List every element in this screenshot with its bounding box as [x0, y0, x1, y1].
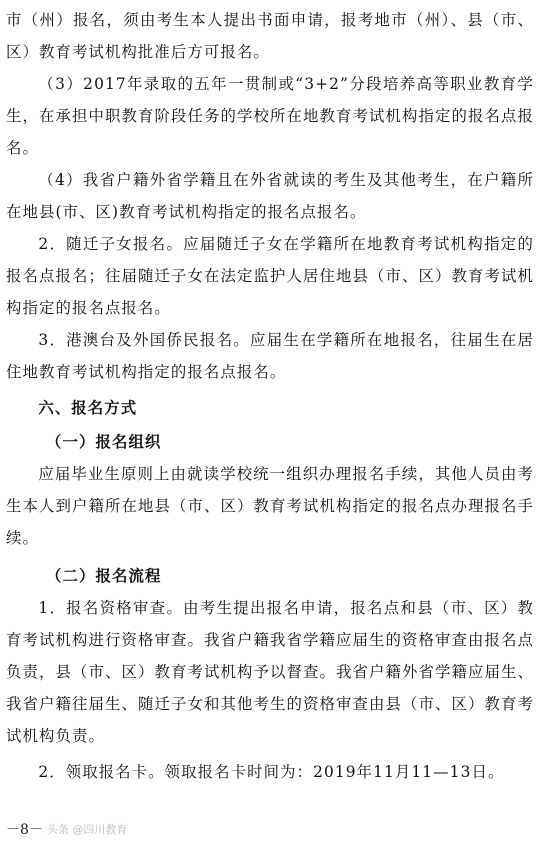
page-number: －8－	[6, 822, 43, 838]
watermark-text: 头条 @四川教育	[46, 823, 128, 836]
paragraph-continuation: 市（州）报名，须由考生本人提出书面申请，报考地市（州）、县（市、区）教育考试机构批准后方可报名。	[6, 11, 534, 61]
paragraph-organization: 应届毕业生原则上由就读学校统一组织办理报名手续，其他人员由考生本人到户籍所在地县（市、区）教育考试机构指定的报名点办理报名手续。	[6, 465, 534, 547]
paragraph-hk-macao-taiwan: 3．港澳台及外国侨民报名。应届生在学籍所在地报名，往届生在居住地教育考试机构指定的报名点报名。	[6, 331, 534, 381]
paragraph-item-4: （4）我省户籍外省学籍且在外省就读的考生及其他考生，在户籍所在地县(市、区)教育考试机构指定的报名点报名。	[6, 171, 534, 221]
paragraph-registration-card: 2．领取报名卡。领取报名卡时间为：2019年11月11—13日。	[38, 763, 505, 781]
paragraph-qualification-review: 1．报名资格审查。由考生提出报名申请，报名点和县（市、区）教育考试机构进行资格审查。我省户籍我省学籍应届生的资格审查由报名点负责，县（市、区）教育考试机构予以督查。我省户籍外省学籍应届生、我省户籍往届生、随迁子女和其他考生的资格审查由县（市、区）教育考试机构负责。	[6, 599, 534, 745]
paragraph-item-3: （3）2017年录取的五年一贯制或“3+2”分段培养高等职业教育学生，在承担中职教育阶段任务的学校所在地教育考试机构指定的报名点报名。	[6, 75, 534, 157]
section-heading-registration-method: 六、报名方式	[38, 399, 138, 417]
subsection-heading-process: （二）报名流程	[46, 567, 162, 585]
page-footer	[6, 819, 127, 839]
paragraph-migrant-children: 2．随迁子女报名。应届随迁子女在学籍所在地教育考试机构指定的报名点报名；往届随迁子女在法定监护人居住地县（市、区）教育考试机构指定的报名点报名。	[6, 235, 534, 317]
subsection-heading-organization: （一）报名组织	[46, 433, 162, 451]
